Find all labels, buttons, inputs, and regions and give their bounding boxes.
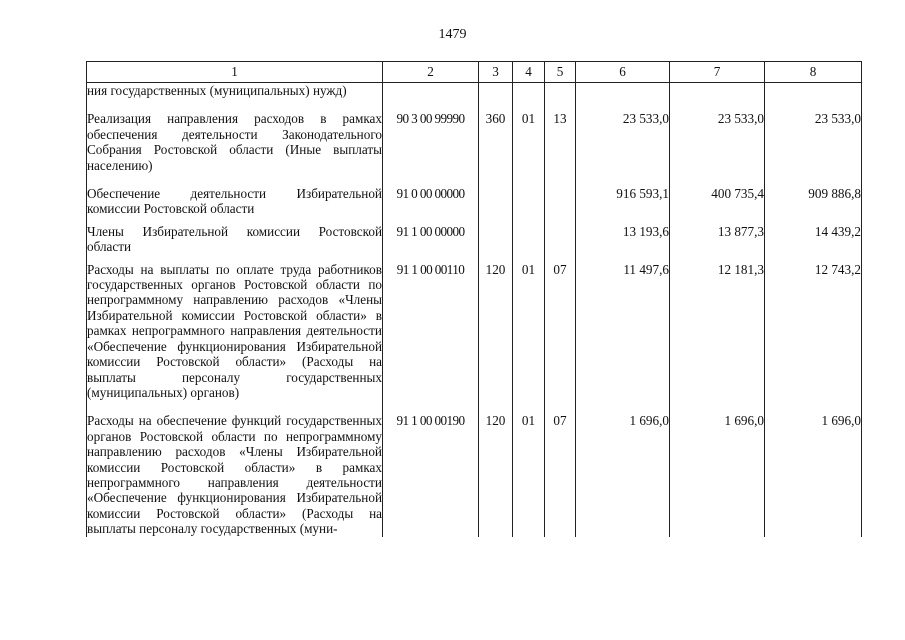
page-number: 1479 — [438, 27, 467, 42]
row-value-col6 — [576, 83, 670, 99]
header-col-8: 8 — [765, 62, 862, 83]
row-value-col8 — [765, 83, 862, 99]
row-subsection: 07 — [545, 262, 576, 401]
row-value-col7: 23 533,0 — [670, 111, 765, 173]
row-subsection — [545, 224, 576, 255]
row-code: 90 3 00 99990 — [383, 111, 479, 173]
row-code — [383, 83, 479, 99]
row-value-col7: 400 735,4 — [670, 186, 765, 217]
row-section — [513, 83, 545, 99]
row-value-col8: 1 696,0 — [765, 413, 862, 536]
header-col-7: 7 — [670, 62, 765, 83]
header-row — [87, 62, 862, 83]
row-value-col8: 12 743,2 — [765, 262, 862, 401]
row-expense-type — [479, 224, 513, 255]
row-value-col6: 1 696,0 — [576, 413, 670, 536]
row-value-col7: 13 877,3 — [670, 224, 765, 255]
row-description: Расходы на выплаты по оплате труда работников государственных органов Ростовской области по непрограммному направлению расходов «Члены Избирательной комиссии Ростовской области» в рамках непрограммного направления деятельности «Обеспечение функционирования Избирательной комиссии Ростовской области» (Расходы на выплаты персоналу государственных (муниципальных) органов) — [87, 261, 382, 400]
table-row — [87, 413, 862, 536]
row-value-col6: 916 593,1 — [576, 186, 670, 217]
table-row — [87, 262, 862, 401]
row-description: Обеспечение деятельности Избирательной комиссии Ростовской области — [87, 186, 382, 217]
header-col-4: 4 — [513, 62, 545, 83]
header-col-3: 3 — [479, 62, 513, 83]
row-value-col7: 1 696,0 — [670, 413, 765, 536]
row-subsection: 07 — [545, 413, 576, 536]
row-code: 91 0 00 00000 — [383, 186, 479, 217]
row-value-col6: 23 533,0 — [576, 111, 670, 173]
row-subsection: 13 — [545, 111, 576, 173]
table-row — [87, 186, 862, 217]
row-value-col8: 23 533,0 — [765, 111, 862, 173]
table-row — [87, 83, 862, 99]
row-value-col6: 13 193,6 — [576, 224, 670, 255]
row-section: 01 — [513, 413, 545, 536]
header-col-2: 2 — [383, 62, 479, 83]
row-expense-type — [479, 83, 513, 99]
row-section: 01 — [513, 262, 545, 401]
row-value-col8: 909 886,8 — [765, 186, 862, 217]
header-col-6: 6 — [576, 62, 670, 83]
row-subsection — [545, 186, 576, 217]
row-expense-type: 360 — [479, 111, 513, 173]
header-col-5: 5 — [545, 62, 576, 83]
row-code: 91 1 00 00190 — [383, 413, 479, 536]
row-subsection — [545, 83, 576, 99]
row-description: ния государственных (муниципальных) нужд) — [87, 83, 347, 98]
row-section — [513, 186, 545, 217]
row-section: 01 — [513, 111, 545, 173]
budget-table — [86, 61, 862, 537]
row-expense-type: 120 — [479, 413, 513, 536]
row-value-col6: 11 497,6 — [576, 262, 670, 401]
table-row — [87, 111, 862, 173]
row-code: 91 1 00 00000 — [383, 224, 479, 255]
row-description: Расходы на обеспечение функций государственных органов Ростовской области по непрограммному направлению расходов «Члены Избирательной комиссии Ростовской области» в рамках непрограммного направления деятельности «Обеспечение функционирования Избирательной комиссии Ростовской области» (Расходы на выплаты персоналу государственных (муни- — [87, 413, 382, 537]
row-value-col8: 14 439,2 — [765, 224, 862, 255]
row-description: Реализация направления расходов в рамках обеспечения деятельности Законодательного Собрания Ростовской области (Иные выплаты населению) — [87, 111, 382, 173]
row-expense-type — [479, 186, 513, 217]
row-expense-type: 120 — [479, 262, 513, 401]
row-code: 91 1 00 00110 — [383, 262, 479, 401]
row-section — [513, 224, 545, 255]
table-row — [87, 224, 862, 255]
row-value-col7 — [670, 83, 765, 99]
row-value-col7: 12 181,3 — [670, 262, 765, 401]
row-description: Члены Избирательной комиссии Ростовской области — [87, 223, 382, 255]
header-col-1: 1 — [87, 62, 383, 83]
